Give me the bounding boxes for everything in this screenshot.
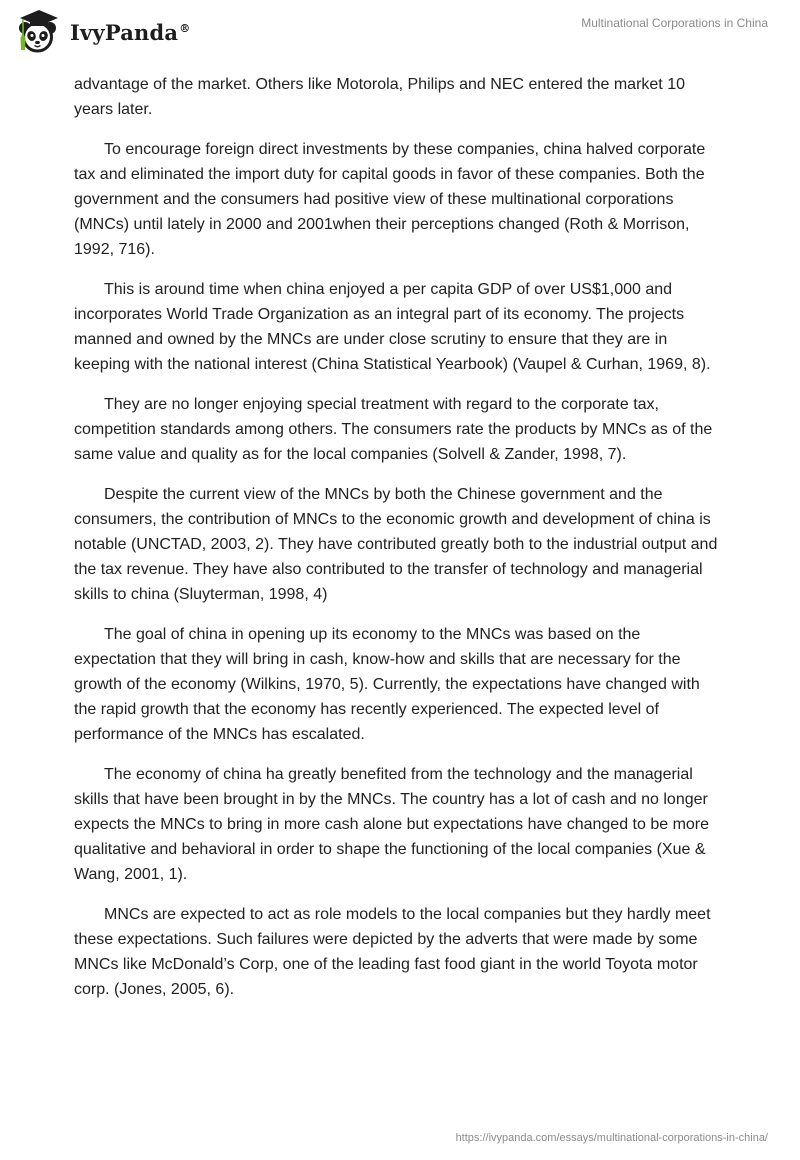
document-title: Multinational Corporations in China <box>581 16 768 30</box>
paragraph: The goal of china in opening up its economy to the MNCs was based on the expectation that they will bring in cash, know-how and skills that are necessary for the growth of the economy (Wilkins, 1970, 5). Currently, the expectations have changed with the rapid growth that the economy has recently experienced. The expected level of performance of the MNCs has escalated. <box>74 626 700 743</box>
paragraph: They are no longer enjoying special treatment with regard to the corporate tax, competition standards among others. The consumers rate the products by MNCs as of the same value and quality as for the local companies (Solvell & Zander, 1998, 7). <box>74 396 713 463</box>
page-header <box>0 0 800 68</box>
paragraph: MNCs are expected to act as role models to the local companies but they hardly meet these expectations. Such failures were depicted by the adverts that were made by some MNCs like McDonald’s Corp, one of the leading fast food giant in the world Toyota motor corp. (Jones, 2005, 6). <box>74 906 711 998</box>
panda-graduate-icon <box>14 8 64 56</box>
paragraph: Despite the current view of the MNCs by both the Chinese government and the consumers, the contribution of MNCs to the economic growth and development of china is notable (UNCTAD, 2003, 2). They have contributed greatly both to the industrial output and the tax revenue. They have also contributed to the transfer of technology and managerial skills to china (Sluyterman, 1998, 4) <box>74 486 718 603</box>
paragraph: The economy of china ha greatly benefited from the technology and the managerial skills that have been brought in by the MNCs. The country has a lot of cash and no longer expects the MNCs to bring in more cash alone but expectations have changed to be more qualitative and behavioral in order to shape the functioning of the local companies (Xue & Wang, 2001, 1). <box>74 766 710 883</box>
essay-body <box>74 72 724 1017</box>
paragraph-continued: advantage of the market. Others like Motorola, Philips and NEC entered the market 10 years later. <box>74 76 685 118</box>
ivypanda-logo[interactable] <box>14 8 190 56</box>
paragraph: To encourage foreign direct investments by these companies, china halved corporate tax and eliminated the import duty for capital goods in favor of these companies. Both the government and the consumers had positive view of these multinational corporations (MNCs) until lately in 2000 and 2001when their perceptions changed (Roth & Morrison, 1992, 716). <box>74 141 706 258</box>
paragraph: This is around time when china enjoyed a per capita GDP of over US$1,000 and incorporates World Trade Organization as an integral part of its economy. The projects manned and owned by the MNCs are under close scrutiny to ensure that they are in keeping with the national interest (China Statistical Yearbook) (Vaupel & Curhan, 1969, 8). <box>74 281 711 373</box>
brand-name: IvyPanda® <box>70 19 191 45</box>
registered-mark: ® <box>179 21 191 35</box>
source-url[interactable]: https://ivypanda.com/essays/multinational-corporations-in-china/ <box>455 1132 768 1144</box>
